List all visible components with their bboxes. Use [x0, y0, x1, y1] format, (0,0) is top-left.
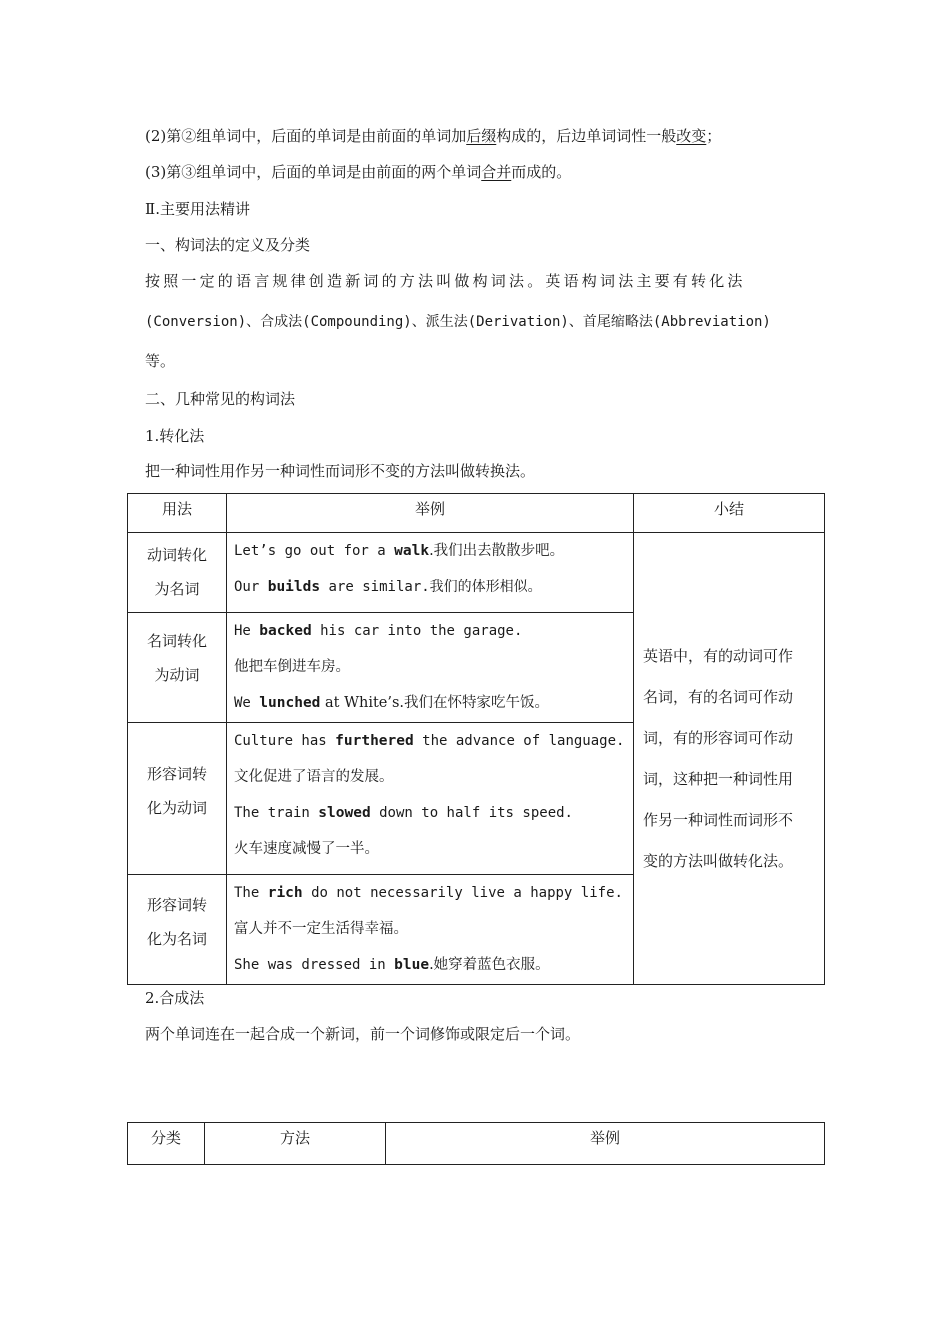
example-line [227, 533, 633, 569]
keyword: slowed [318, 805, 371, 821]
usage-text: 为动词 [154, 666, 200, 684]
text: (2)第②组单词中，后面的单词是由前面的单词加 [145, 127, 467, 145]
summary-line: 英语中，有的动词可作 [643, 646, 794, 665]
example-text: are similar.我们的体形相似。 [320, 579, 542, 595]
example-line [227, 685, 633, 721]
example-text: 文化促进了语言的发展。 [234, 769, 394, 785]
example-text: down to half its speed. [370, 805, 573, 821]
example-text: 火车速度减慢了一半。 [234, 841, 379, 857]
definition-line-1: 按照一定的语言规律创造新词的方法叫做构词法。英语构词法主要有转化法 [145, 272, 746, 290]
usage-text: 形容词转 [146, 896, 207, 914]
summary-cell [634, 533, 825, 985]
example-text: Our [234, 579, 268, 595]
example-line [227, 649, 633, 685]
conversion-table [127, 493, 825, 985]
keyword: walk [394, 543, 430, 559]
summary-line: 名词，有的名词可作动 [643, 687, 794, 706]
summary-line: 变的方法叫做转化法。 [643, 851, 794, 870]
example-line [227, 569, 633, 605]
example-text: .我们出去散散步吧。 [429, 543, 565, 559]
example-line [227, 723, 633, 759]
text: 而成的。 [511, 163, 572, 181]
subheading-methods: 二、几种常见的构词法 [145, 390, 296, 408]
example-text: do not necessarily live a happy life. [302, 885, 623, 901]
usage-cell [128, 723, 227, 875]
example-text: his car into the garage. [311, 623, 523, 639]
keyword: furthered [335, 733, 414, 749]
keyword: blue [394, 957, 430, 973]
intro-paragraph-3 [145, 161, 571, 183]
section-heading: Ⅱ.主要用法精讲 [145, 200, 250, 218]
text: 构成的，后边单词词性一般 [496, 127, 677, 145]
intro-paragraph-2 [145, 125, 721, 147]
example-text: The train [234, 805, 319, 821]
header-category: 分类 [128, 1123, 205, 1165]
conversion-description: 把一种词性用作另一种词性而词形不变的方法叫做转换法。 [145, 462, 536, 480]
example-line [227, 947, 633, 983]
header-summary: 小结 [634, 494, 825, 533]
example-text: Let’s go out for a [234, 543, 395, 559]
summary-line: 作另一种词性而词形不 [643, 810, 794, 829]
underlined-term: 后缀 [466, 127, 497, 145]
text: (3)第③组单词中，后面的单词是由前面的两个单词 [145, 163, 482, 181]
usage-cell [128, 533, 227, 613]
usage-text: 名词转化 [146, 632, 207, 650]
example-line [227, 875, 633, 911]
example-cell [227, 533, 634, 613]
summary-line: 词，有的形容词可作动 [643, 728, 794, 747]
example-text: the advance of language. [413, 733, 625, 749]
usage-text: 化为动词 [146, 799, 207, 817]
example-text: We [234, 695, 260, 711]
underlined-term: 合并 [481, 163, 512, 181]
example-text: She was dressed in [234, 957, 395, 973]
usage-text: 形容词转 [146, 765, 207, 783]
definition-line-3: 等。 [145, 352, 176, 370]
usage-text: 动词转化 [146, 546, 207, 564]
usage-cell [128, 613, 227, 723]
text: ； [706, 127, 722, 145]
example-text: at White’s.我们在怀特家吃午饭。 [320, 695, 550, 711]
compound-table [127, 1122, 825, 1165]
compound-title: 2.合成法 [145, 989, 205, 1007]
example-line [227, 831, 633, 867]
example-line [227, 795, 633, 831]
example-text: The [234, 885, 268, 901]
definition-line-2: (Conversion)、合成法(Compounding)、派生法(Derivation)、首尾缩略法(Abbreviation) [145, 314, 771, 330]
header-usage: 用法 [128, 494, 227, 533]
example-text: .她穿着蓝色衣服。 [429, 957, 550, 973]
example-text: 他把车倒进车房。 [234, 659, 350, 675]
compound-description: 两个单词连在一起合成一个新词，前一个词修饰或限定后一个词。 [145, 1025, 581, 1043]
keyword: backed [259, 623, 312, 639]
example-cell [227, 875, 634, 985]
example-cell [227, 613, 634, 723]
header-example: 举例 [227, 494, 634, 533]
subheading-definition: 一、构词法的定义及分类 [145, 236, 311, 254]
example-cell [227, 723, 634, 875]
keyword: builds [267, 579, 321, 595]
example-text: He [234, 623, 260, 639]
table-row [128, 533, 825, 613]
example-line [227, 759, 633, 795]
usage-text: 为名词 [154, 580, 200, 598]
example-line [227, 613, 633, 649]
header-example: 举例 [386, 1123, 825, 1165]
conversion-title: 1.转化法 [145, 427, 205, 445]
keyword: lunched [259, 695, 321, 711]
header-method: 方法 [205, 1123, 386, 1165]
keyword: rich [267, 885, 303, 901]
usage-cell [128, 875, 227, 985]
usage-text: 化为名词 [146, 930, 207, 948]
underlined-term: 改变 [676, 127, 707, 145]
example-text: Culture has [234, 733, 336, 749]
summary-line: 词，这种把一种词性用 [643, 769, 794, 788]
example-text: 富人并不一定生活得幸福。 [234, 921, 408, 937]
example-line [227, 911, 633, 947]
